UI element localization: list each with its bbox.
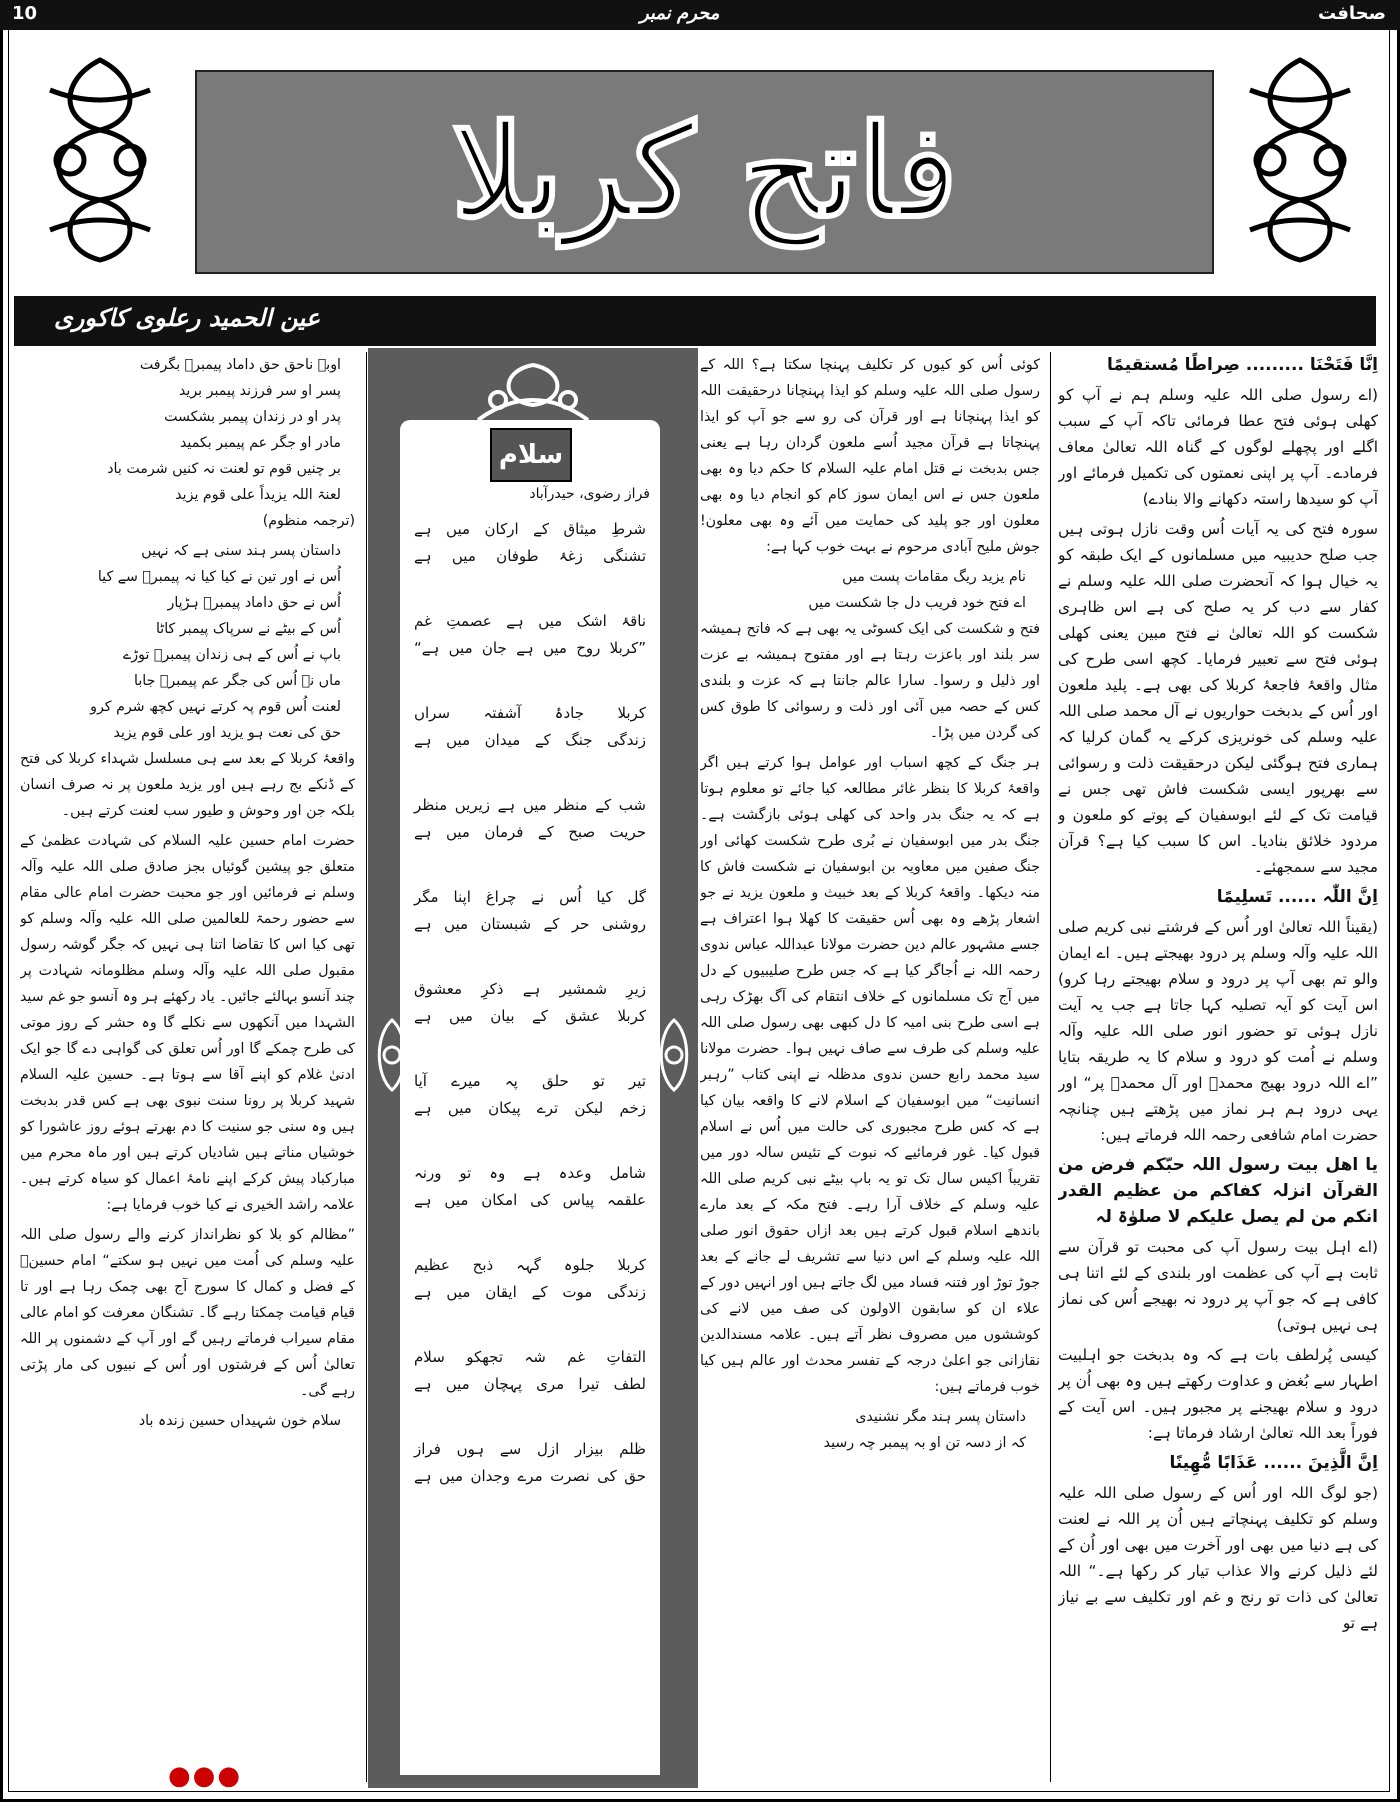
poet-name: فراز رضوی، حیدرآباد (529, 486, 650, 502)
verse-line: حق کی نعت ہو یزید اور علی قوم یزید (113, 725, 341, 741)
couplet (414, 608, 646, 700)
paragraph: (اے رسول صلی اللہ علیہ وسلم ہم نے آپ کو کھلی ہوئی فتح عطا فرمائی تاکہ آپ کے سبب اگلے اور پچھلے لوگوں کے گناہ اللہ تعالیٰ معاف فرمادے۔ آپ پر اپنی نعمتوں کی تکمیل فرمائے اور آپ کو سیدھا راستہ دکھانے والا بنادے) (1058, 386, 1378, 508)
couplet-line: زیرِ شمشیر ہے ذکرِ معشوق (414, 980, 646, 998)
couplet-line: شامل وعدہ ہے وہ تو ورنہ (414, 1164, 646, 1182)
paragraph: (یقیناً اللہ تعالیٰ اور اُس کے فرشتے نبی کریم صلی اللہ علیہ وآلہ وسلم پر درود بھیجتے ہیں۔ اے ایمان والو تم بھی آپ پر درود و سلام بھیجتے رہا کرو) اس آیت کو آیہ تصلیہ کہا جاتا ہے جب یہ آیت نازل ہوئی تو حضور انور صلی اللہ علیہ وآلہ وسلم نے اُمت کو درود و سلام کا یہ طریقہ بتایا ”اے اللہ درود بھیج محمدؐ اور آل محمدؐ پر“ اور یہی درود ہم ہر نماز میں پڑھتے ہیں چنانچہ حضرت امام شافعی رحمہ اللہ فرماتے ہیں: (1058, 918, 1378, 1144)
verse-line: اُس نے حق داماد پیمبرؐ ہڑپار (167, 595, 341, 611)
end-mark: ●●● (168, 1761, 243, 1791)
paragraph: کوئی اُس کو کیوں کر تکلیف پہنچا سکتا ہے؟ اللہ کے رسول صلی اللہ علیہ وسلم کو ایذا پہنچانا درحقیقت اللہ کو ایذا پہنچانا ہے اور قرآن کی رو سے جو آپ کو ایذا پہنچاتا ہے قرآن مجید اُسے ملعون گردان رہا ہے یعنی جس بدبخت نے قتل امام علیہ السلام کا حکم دیا وہ بھی ملعون جس نے اس ایمان سوز کام کو انجام دیا وہ بھی معلون اور جو پلید کی حمایت میں آئے وہ بھی معلون! جوش ملیح آبادی مرحوم نے بہت خوب کہا ہے: (700, 357, 1040, 555)
paragraph: سورہ فتح کی یہ آیات اُس وقت نازل ہوتی ہیں جب صلح حدیبیہ میں مسلمانوں کے ایک طبقہ کو یہ خیال ہوا کہ آنحضرت صلی اللہ علیہ وسلم نے کفار سے دب کر یہ صلح کی ہے اس ظاہری شکست کو اللہ تعالیٰ نے فتح مبین یعنی کھلی ہوئی فتح سے تعبیر فرمایا۔ کچھ اسی طرح کی مثال واقعۂ فاجعۂ کربلا کی بھی ہے۔ پلید ملعون اور اُس کے بدبخت حواریوں نے آل محمد صلی اللہ علیہ وسلم کی خونریزی کرکے یہ گمان کرلیا کہ ہماری فتح ہوگئی لیکن درحقیقت ذلت و رسوائی سے بھرپور ایسی شکست فاش تھی جس نے قیامت تک کے لئے ابوسفیان کے پوتے کو ملعون و مردود خلائق بنادیا۔ اس کا سبب کیا ہے؟ قرآن مجید سے سمجھئے۔ (1058, 520, 1378, 876)
couplet (414, 976, 646, 1068)
couplet-line: زخم لیکن ترے پیکان میں ہے (414, 1099, 646, 1117)
salam-couplets (414, 516, 646, 1528)
couplet-line: کربلا عشق کے بیان میں ہے (414, 1007, 646, 1025)
article-title: فاتح کربلا (451, 97, 958, 247)
verse-line: پسر او سر فرزند پیمبر برید (178, 383, 341, 399)
quran-verse-heading: اِنَّا فَتَحْنَا ......... صِراطًا مُستقیمًا (1107, 355, 1378, 375)
verse-line: داستان پسر ہند مگر نشنیدی (855, 1409, 1026, 1425)
verse-line: اوبہ ناحق حق داماد پیمبرؐ بگرفت (139, 357, 341, 373)
couplet (414, 1068, 646, 1160)
paragraph: حضرت امام حسین علیہ السلام کی شہادت عظمیٰ کے متعلق جو پیشین گوئیاں بجز صادق صلی اللہ علیہ وآلہ وسلم نے فرمائیں اور جو محبت حضرت امام عالی مقام سے حضور رحمۃ للعالمین صلی اللہ علیہ وآلہ وسلم کو تھی کیا اس کا تقاضا اتنا ہی نہیں کہ جگر گوشہ رسول مقبول صلی اللہ علیہ وآلہ وسلم مظلومانہ شہادت پر چند آنسو بہالئے جائیں۔ یاد رکھئے ہر وہ آنسو جو غم سید الشہدا میں آنکھوں سے نکلے گا وہ حشر کے روز موتی کی طرح چمکے گا اور اُس تعلق کی گواہی دے گا جو ایک ادنیٰ غلام کو اپنے آقا سے ہوتا ہے۔ حسین علیہ السلام شہید کربلا پر رونا سنت نبوی بھی ہے کس قدر بدبخت ہیں وہ سنی جو سنیت کا دم بھرتے ہوئے روز عاشورا کو خوشیاں مناتے ہیں شادیاں کرتے ہیں اور ماہ محرم میں مبارکباد پیش کرکے اپنے نامۂ اعمال کو سیاہ کرتے ہیں۔ علامہ راشد الخیری نے کیا خوب فرمایا ہے: (20, 833, 355, 1213)
paragraph: (جو لوگ اللہ اور اُس کے رسول صلی اللہ علیہ وسلم کو تکلیف پہنچاتے ہیں اُن پر اللہ نے لعنت کی ہے دنیا میں بھی اور آخرت میں بھی اور اُن کے لئے ذلیل کرنے والا عذاب تیار کر رکھا ہے۔“ اللہ تعالیٰ کی ذات تو رنج و غم اور تکلیف سے بے نیاز ہے تو (1058, 1484, 1378, 1632)
couplet-line: لطف تیرا مری پہچان میں ہے (414, 1375, 646, 1393)
couplet-line: حق کی نصرت مرے وجدان میں ہے (414, 1467, 646, 1485)
couplet-line: روشنی حر کے شبستان میں ہے (414, 915, 646, 933)
page-number: 10 (12, 3, 38, 24)
verse-line: اے فتح خود فریب دل جا شکست میں (808, 595, 1026, 611)
verse-line: پدر او در زندان پیمبر بشکست (164, 409, 341, 425)
couplet (414, 700, 646, 792)
closing-verse: سلام خون شہیداں حسین زندہ باد (138, 1413, 341, 1429)
column-2 (700, 352, 1040, 1782)
verse-line: نام یزید ریگ مقامات پست میں (842, 569, 1026, 585)
salam-badge: سلام (490, 428, 572, 482)
column-1 (1058, 352, 1378, 1782)
ornament-right-icon (1230, 50, 1370, 270)
title-banner (195, 70, 1214, 274)
paragraph: کیسی پُرلطف بات ہے کہ وہ بدبخت جو اہلبیت اطہار سے بُغض و عداوت رکھتے ہیں وہ بھی اُن پر درود و سلام بھیجنے پر مجبور ہیں۔ اس آیت کے فوراً بعد اللہ تعالیٰ ارشاد فرماتا ہے: (1058, 1346, 1378, 1442)
couplet-line: زندگی جنگ کے میدان میں ہے (414, 731, 646, 749)
verse-line: اُس کے بیٹے نے سرپاک پیمبر کاٹا (155, 621, 341, 637)
section-label: محرم نمبر (640, 3, 720, 24)
couplet-line: ظلم بیزار ازل سے ہوں فراز (414, 1440, 646, 1458)
couplet (414, 516, 646, 608)
couplet (414, 792, 646, 884)
couplet-line: التفاتِ غم شہ تجھکو سلام (414, 1348, 646, 1366)
verse-line: باپ نے اُس کے ہی زندان پیمبرؐ توڑے (122, 647, 341, 663)
paragraph: واقعۂ کربلا کے بعد سے ہی مسلسل شہداء کربلا کی فتح کے ڈنکے بج رہے ہیں اور یزید ملعون پر نہ صرف انسان بلکہ جن اور وحوش و طیور سب لعنت کرتے ہیں۔ (20, 751, 355, 819)
column-divider (366, 352, 367, 1782)
verse-line: مادر او جگر عم پیمبر بکمید (179, 435, 341, 451)
verse-line: ماں نے اُس کی جگر عم پیمبرؐ جابا (134, 673, 341, 689)
author-bar (14, 296, 1376, 346)
quran-verse-heading: اِنَّ الَّذِینَ ...... عَذَابًا مُّھِینًا (1169, 1453, 1378, 1473)
verse-line: بر چنیں قوم تو لعنت نہ کنیں شرمت باد (107, 461, 341, 477)
arabic-verse: یا اھل بیت رسول اللہ حبّکم فرض من القرآن انزلہ کفاکم من عظیم القدر انکم من لم یصل علیکم لا صلوٰۃ لہ (1058, 1155, 1378, 1227)
verse-line: اُس نے اور تین نے کیا کیا نہ پیمبرؐ سے کیا (97, 569, 341, 585)
newspaper-name: صحافت (1318, 3, 1386, 24)
couplet-line: ”کربلا روح میں ہے جان میں ہے“ (414, 639, 646, 657)
couplet (414, 884, 646, 976)
verse-line: لعنت اُس قوم پہ کرتے نہیں کچھ شرم کرو (90, 699, 341, 715)
paragraph: ہر جنگ کے کچھ اسباب اور عوامل ہوا کرتے ہیں اگر واقعۂ کربلا کا بنظر غائر مطالعہ کیا جائے تو معلوم ہوتا ہے کہ یہ جنگ بدر واحد کی کھلی ہوئی بازگشت ہے۔ جنگ بدر میں ابوسفیان نے بُری طرح شکست کھائی اور جنگ صفین میں معاویہ بن ابوسفیان نے شکست فاش کا منہ دیکھا۔ واقعۂ کربلا کے بعد خبیث و ملعون یزید نے جو اشعار پڑھے وہ بھی اُس حقیقت کا کھلا ہوا اعتراف ہے جسے مشہور عالم دین حضرت مولانا عبداللہ عباس ندوی رحمہ اللہ نے اُجاگر کیا ہے کہ جس طرح صلیبیوں کے دل میں آج تک مسلمانوں کے خلاف انتقام کی آگ بھڑک رہی ہے اسی طرح بنی امیہ کا دل کبھی بھی رسول صلی اللہ علیہ وسلم کی طرف سے صاف نہیں ہوا۔ حضرت مولانا سید محمد رابع حسن ندوی مدظلہ نے اپنی کتاب ”رہبر انسانیت“ میں ابوسفیان کے اسلام لانے کا واقعہ بیان کیا ہے کہ کس طرح مجبوری کی حالت میں اُس نے اسلام قبول کیا۔ غور فرمائیے کہ نبوت کے تئیس سالہ دور میں تقریباً اکیس سال تک تو یہ باپ بیٹے نبی کریم صلی اللہ علیہ وسلم کے خلاف آرا رہے۔ فتح مکہ کے بعد مارے باندھے اسلام قبول کرتے ہیں بعد ازاں حقوق انور صلی اللہ علیہ وسلم کے اس دنیا سے تشریف لے جانے کے بعد جوڑ توڑ اور فتنہ فساد میں لگ جاتے ہیں اور انہیں دور کے علاء ان کو سابقون الاولون کی صف میں لانے کی کوششوں میں مصروف نظر آتے ہیں۔ علامہ مسندالدین نقازانی جو اعلیٰ درجہ کے تفسر محدث اور عالم ہیں کیا خوب فرماتے ہیں: (700, 755, 1040, 1395)
page-header-strip (0, 0, 1400, 30)
couplet-line: زندگی موت کے ایقان میں ہے (414, 1283, 646, 1301)
verse-line: لعنۃ اللہ یزیداً علی قوم یزید (175, 487, 341, 503)
couplet-line: حریت صبح کے فرمان میں ہے (414, 823, 646, 841)
paragraph: ”مظالم کو بلا کو نظرانداز کرنے والے رسول صلی اللہ علیہ وسلم کی اُمت میں نہیں ہو سکتے“ امام حسینؓ کے فضل و کمال کا سورج آج بھی چمک رہا ہے اور تا قیام قیامت چمکتا رہے گا۔ تشنگان معرفت کو امام عالی مقام سیراب فرماتے رہیں گے اور آپ کے دشمنوں پر اللہ تعالیٰ اُس کے فرشتوں اور اُس کے نبیوں کی مار پڑتی رہے گی۔ (20, 1227, 355, 1399)
couplet-line: تشنگی زغۂ طوفان میں ہے (414, 547, 646, 565)
column-divider (1050, 352, 1051, 1782)
couplet-line: علقمہ پیاس کی امکان میں ہے (414, 1191, 646, 1209)
couplet (414, 1344, 646, 1436)
translation-note: (ترجمہ منظوم) (262, 513, 355, 529)
paragraph: (اے اہل بیت رسول آپ کی محبت تو قرآن سے ثابت ہے آپ کی عظمت اور بلندی کے لئے اتنا ہی کافی ہے کہ جو آپ پر درود نہ بھیجے اُس کی نماز ہی نہیں ہوتی) (1058, 1238, 1378, 1334)
couplet-line: تیر تو حلق پہ میرے آیا (414, 1072, 646, 1090)
couplet-line: شرطِ میثاق کے ارکان میں ہے (414, 520, 646, 538)
couplet-line: کربلا جادۂ آشفتہ سراں (414, 704, 646, 722)
couplet-line: ناقۂ اشک میں ہے عصمتِ غم (414, 612, 646, 630)
quran-verse-heading: اِنَّ اللّٰہ ...... تَسلِیمًا (1216, 887, 1378, 907)
couplet (414, 1436, 646, 1528)
couplet (414, 1252, 646, 1344)
couplet-line: کربلا جلوہ گہہ ذبح عظیم (414, 1256, 646, 1274)
paragraph: فتح و شکست کی ایک کسوٹی یہ بھی ہے کہ فاتح ہمیشہ سر بلند اور باعزت رہتا ہے اور مفتوح ہمیشہ بے عزت اور ذلیل و رسوا۔ سارا عالم جانتا ہے کہ عزت و بلندی کس کے حصہ میں آئی اور ذلت و رسوائی کا طوق کس کی گردن میں پڑا۔ (700, 621, 1040, 741)
couplet-line: گل کیا اُس نے چراغ اپنا مگر (414, 888, 646, 906)
couplet-line: شب کے منظر میں ہے زیریں منظر (414, 796, 646, 814)
verse-line: کہ از دسہ تن او بہ پیمبر چہ رسید (823, 1435, 1026, 1451)
verse-line: داستان پسر ہند سنی ہے کہ نہیں (141, 543, 341, 559)
couplet (414, 1160, 646, 1252)
author-name: عین الحمید رعلوی کاکوری (54, 304, 321, 332)
column-4 (20, 352, 355, 1791)
ornament-left-icon (30, 50, 170, 270)
